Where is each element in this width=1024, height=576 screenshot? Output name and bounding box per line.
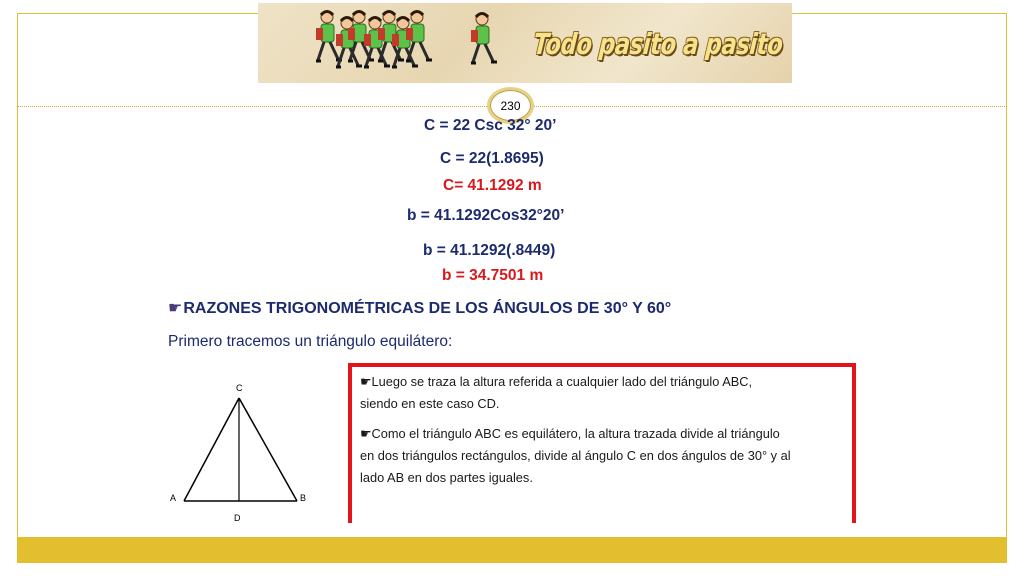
equation-1: C = 22 Csc 32° 20’ [424,117,557,134]
note-2-line-2: en dos triángulos rectángulos, divide al ángulo C en dos ángulos de 30° y al [360,448,791,463]
equation-5: b = 41.1292(.8449) [423,242,556,259]
explanation-box [348,363,856,523]
equilateral-triangle-diagram [160,378,320,528]
pointing-hand-icon: ☛ [168,300,183,317]
pointing-hand-icon: ☛ [360,426,372,441]
vertex-b-label: B [300,493,307,503]
section-heading [168,298,671,318]
note-2-line-3: lado AB en dos partes iguales. [360,470,533,485]
equation-3-result: C= 41.1292 m [443,177,542,194]
side-ac [184,398,239,501]
note-2-line-1: Como el triángulo ABC es equilátero, la altura trazada divide al triángulo [371,426,780,441]
note-2 [360,423,855,489]
banner-title: Todo pasito a pasito [532,27,784,61]
equation-2: C = 22(1.8695) [440,150,544,167]
section-heading-text: RAZONES TRIGONOMÉTRICAS DE LOS ÁNGULOS DE 30° Y 60° [183,300,672,317]
note-1-line-1: Luego se traza la altura referida a cualquier lado del triángulo ABC, [371,374,753,389]
point-d-label: D [234,513,241,523]
equation-4: b = 41.1292Cos32°20’ [407,207,565,224]
note-1 [360,371,855,415]
pointing-hand-icon: ☛ [360,374,372,389]
vertex-a-label: A [170,493,177,503]
footer-bar [17,537,1007,563]
equation-6-result: b = 34.7501 m [442,267,544,284]
page-number-badge: 230 [487,87,534,124]
walking-figures-icon [315,8,505,78]
vertex-c-label: C [236,383,243,393]
note-1-line-2: siendo en este caso CD. [360,396,500,411]
section-intro: Primero tracemos un triángulo equilátero: [168,333,453,350]
side-bc [239,398,297,501]
